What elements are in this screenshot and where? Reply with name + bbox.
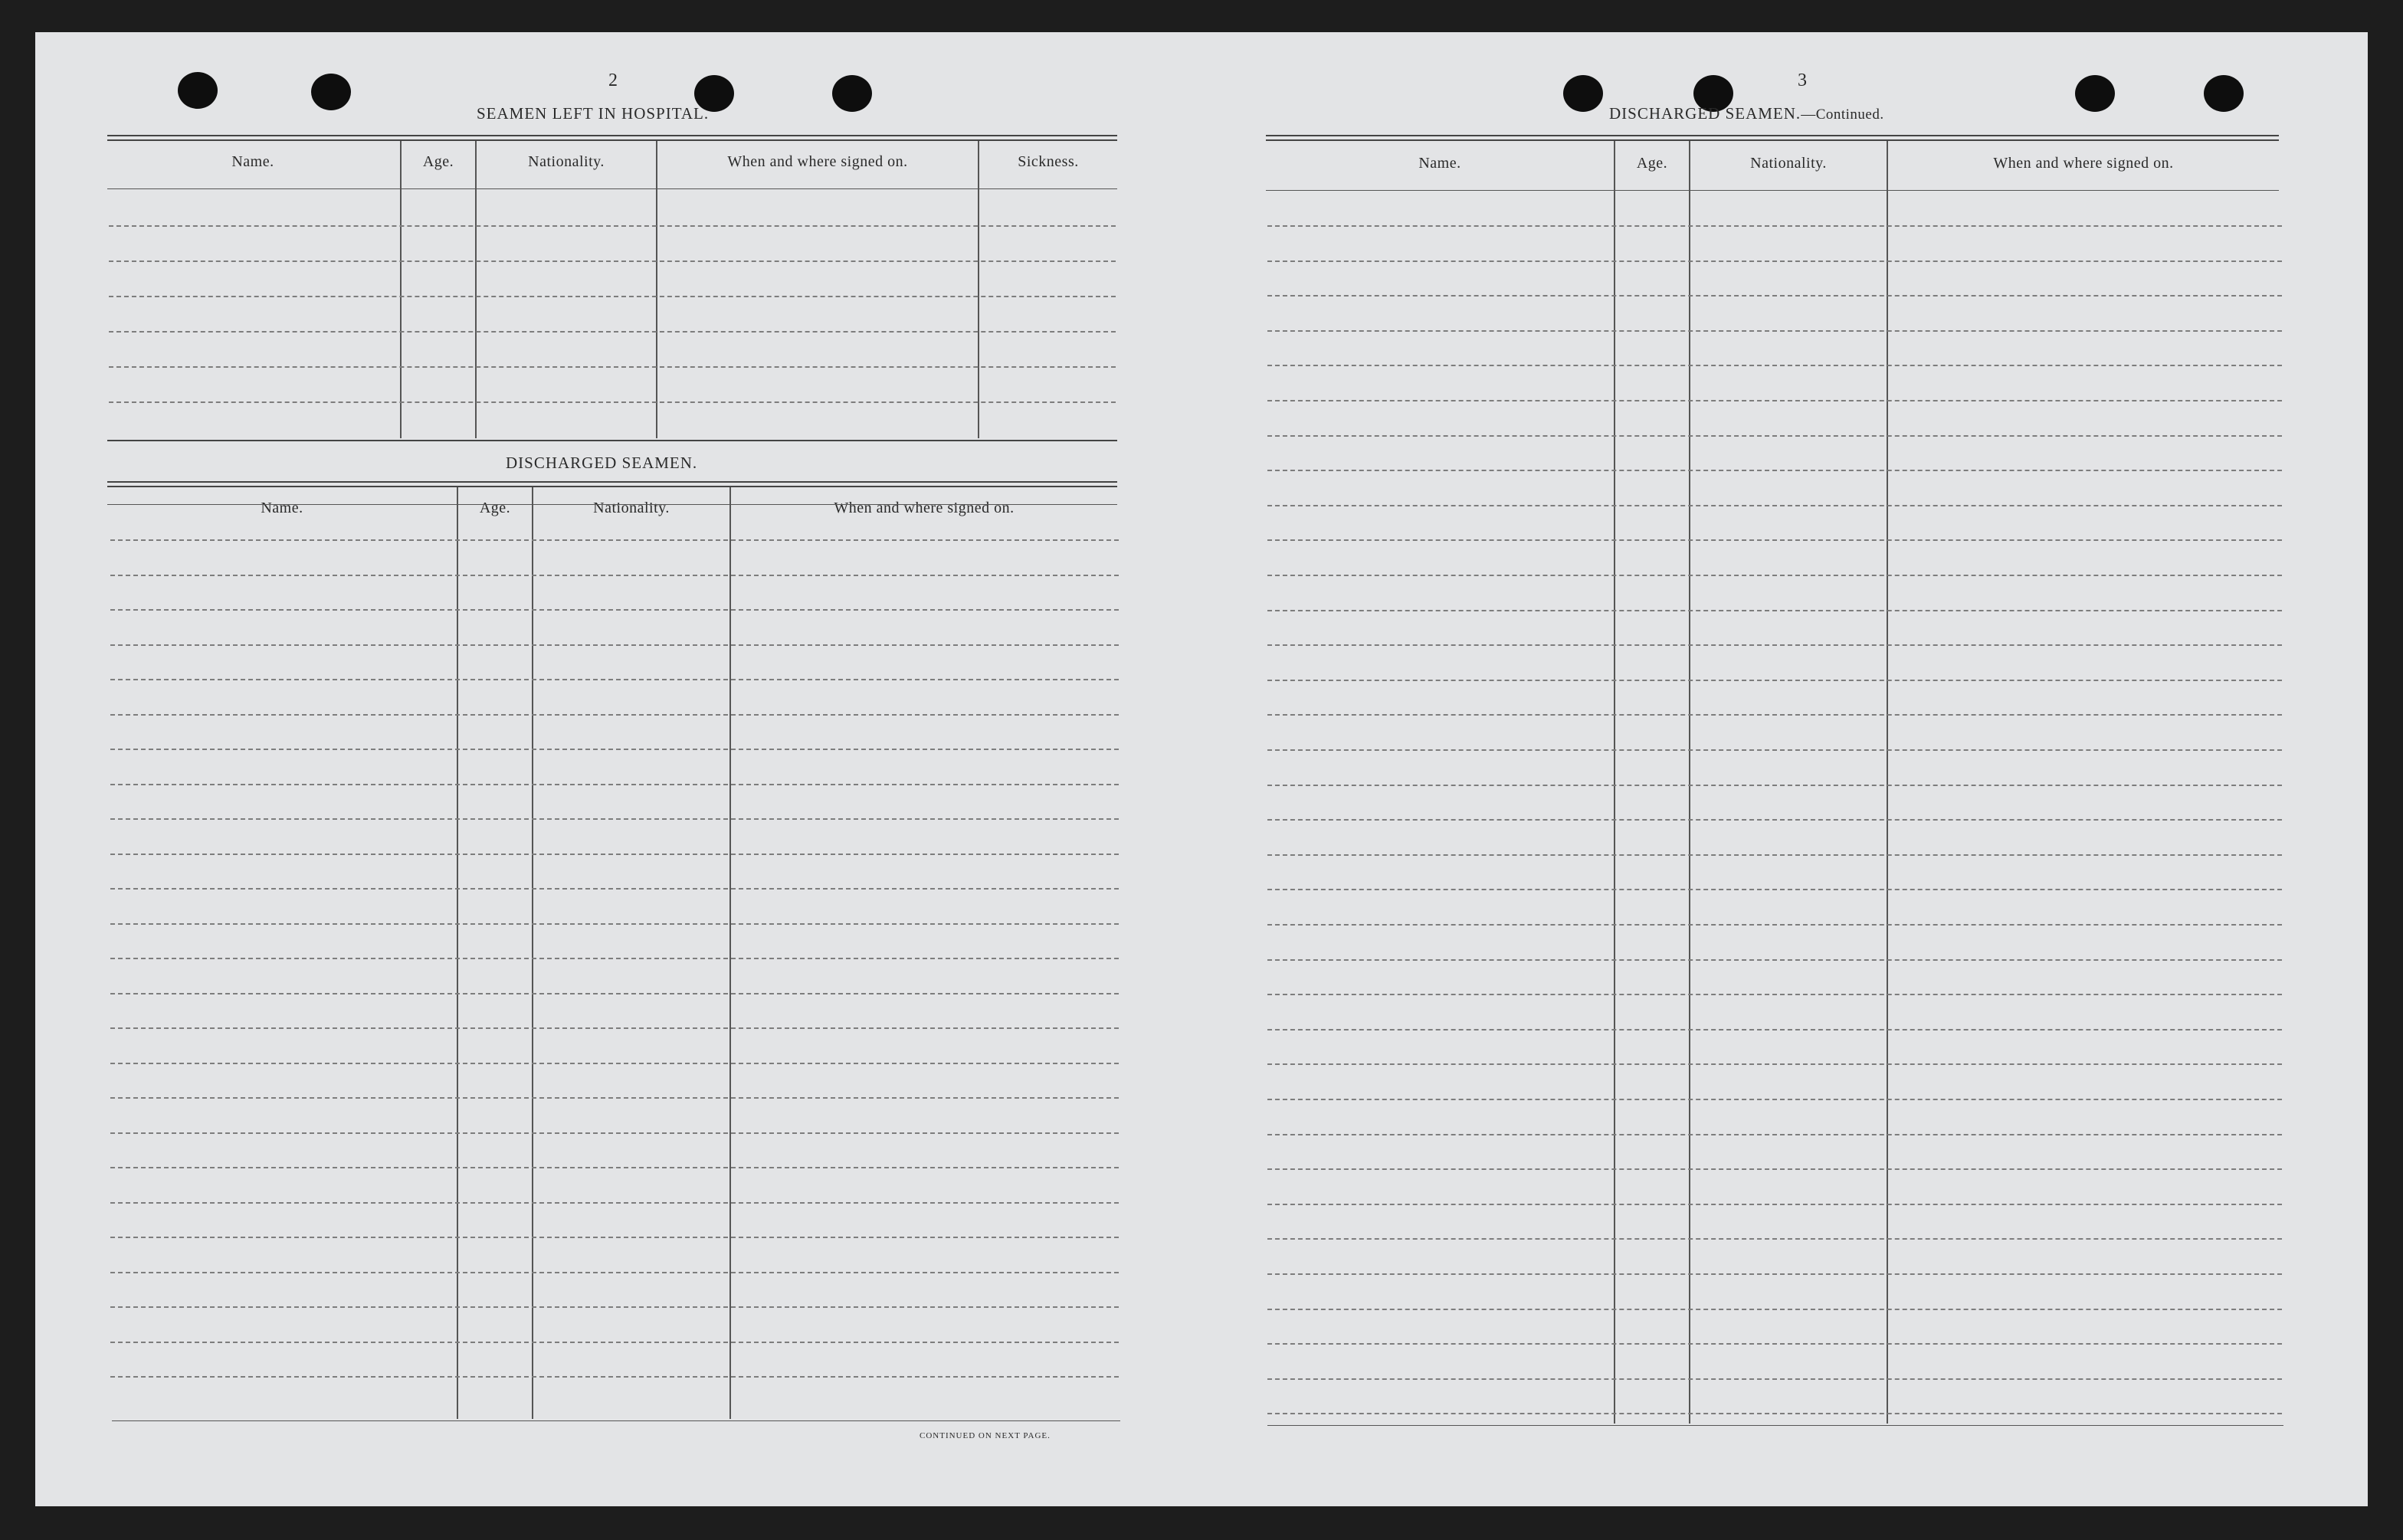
column-divider bbox=[978, 141, 979, 438]
column-divider bbox=[475, 141, 477, 438]
left-page bbox=[35, 32, 1185, 1506]
entry-line bbox=[1267, 959, 2282, 961]
entry-line bbox=[1267, 435, 2282, 437]
entry-line bbox=[110, 609, 1119, 611]
entry-line bbox=[109, 366, 1116, 368]
column-header-nationality: Nationality. bbox=[1750, 155, 1827, 172]
entry-line bbox=[1267, 680, 2282, 681]
column-divider bbox=[532, 487, 533, 1419]
column-divider bbox=[729, 487, 731, 1419]
entry-line bbox=[110, 1063, 1119, 1064]
entry-line bbox=[1267, 785, 2282, 786]
entry-line bbox=[110, 888, 1119, 890]
entry-line bbox=[1267, 644, 2282, 646]
entry-line bbox=[1267, 365, 2282, 366]
entry-line bbox=[110, 818, 1119, 820]
entry-line bbox=[1267, 539, 2282, 541]
entry-line bbox=[110, 714, 1119, 716]
entry-line bbox=[1267, 1309, 2282, 1310]
column-header-sickness: Sickness. bbox=[1018, 153, 1079, 170]
column-header-age: Age. bbox=[1636, 155, 1668, 172]
entry-line bbox=[110, 1306, 1119, 1308]
hospital-section-title: SEAMEN LEFT IN HOSPITAL. bbox=[477, 104, 710, 123]
discharged-section-title: DISCHARGED SEAMEN. bbox=[506, 454, 698, 472]
column-header-nationality: Nationality. bbox=[593, 500, 670, 516]
table-top-rule bbox=[107, 486, 1117, 487]
entry-line bbox=[1267, 1238, 2282, 1240]
continued-label: —Continued. bbox=[1801, 106, 1884, 123]
page-number: 3 bbox=[1798, 70, 1807, 90]
entry-line bbox=[110, 1342, 1119, 1343]
column-divider bbox=[400, 141, 402, 438]
column-header-age: Age. bbox=[422, 153, 454, 170]
entry-line bbox=[109, 296, 1116, 297]
column-header-nationality: Nationality. bbox=[528, 153, 605, 170]
column-divider bbox=[1689, 141, 1690, 1424]
header-rule bbox=[107, 188, 1117, 189]
entry-line bbox=[1267, 575, 2282, 576]
entry-line bbox=[110, 854, 1119, 855]
entry-line bbox=[110, 1272, 1119, 1273]
table-bottom-rule bbox=[112, 1420, 1120, 1421]
right-page bbox=[1200, 32, 2368, 1506]
entry-line bbox=[1267, 1378, 2282, 1380]
entry-line bbox=[1267, 1063, 2282, 1065]
header-rule bbox=[1266, 190, 2279, 191]
column-divider bbox=[656, 141, 657, 438]
discharged-continued-title bbox=[1609, 104, 1884, 123]
table-top-rule bbox=[1266, 139, 2279, 141]
page-number: 2 bbox=[608, 70, 618, 90]
table-bottom-rule bbox=[107, 440, 1117, 441]
entry-line bbox=[1267, 610, 2282, 611]
entry-line bbox=[1267, 400, 2282, 401]
entry-line bbox=[109, 260, 1116, 262]
table-top-rule bbox=[107, 481, 1117, 483]
entry-line bbox=[110, 1167, 1119, 1168]
entry-line bbox=[109, 331, 1116, 333]
entry-line bbox=[1267, 505, 2282, 506]
entry-line bbox=[1267, 1273, 2282, 1275]
entry-line bbox=[110, 644, 1119, 646]
column-header-signed-on: When and where signed on. bbox=[834, 500, 1015, 516]
entry-line bbox=[1267, 1134, 2282, 1135]
continued-note: CONTINUED ON NEXT PAGE. bbox=[920, 1431, 1051, 1440]
entry-line bbox=[110, 1027, 1119, 1029]
entry-line bbox=[1267, 330, 2282, 332]
column-header-signed-on: When and where signed on. bbox=[727, 153, 908, 170]
column-header-name: Name. bbox=[231, 153, 274, 170]
entry-line bbox=[1267, 819, 2282, 821]
header-rule bbox=[107, 504, 1117, 505]
entry-line bbox=[1267, 714, 2282, 716]
entry-line bbox=[110, 923, 1119, 925]
table-bottom-rule bbox=[1267, 1425, 2283, 1426]
entry-line bbox=[1267, 1413, 2282, 1414]
entry-line bbox=[110, 575, 1119, 576]
entry-line bbox=[110, 1376, 1119, 1378]
entry-line bbox=[110, 958, 1119, 959]
column-header-signed-on: When and where signed on. bbox=[1993, 155, 2174, 172]
entry-line bbox=[1267, 994, 2282, 995]
discharged-title-text: DISCHARGED SEAMEN. bbox=[1609, 104, 1801, 123]
entry-line bbox=[109, 401, 1116, 403]
entry-line bbox=[1267, 924, 2282, 926]
column-header-name: Name. bbox=[261, 500, 303, 516]
entry-line bbox=[1267, 1343, 2282, 1345]
ledger-sheet bbox=[35, 32, 2368, 1506]
entry-line bbox=[110, 749, 1119, 750]
column-divider bbox=[457, 487, 458, 1419]
entry-line bbox=[110, 1202, 1119, 1204]
entry-line bbox=[1267, 749, 2282, 751]
table-top-rule bbox=[107, 135, 1117, 136]
table-top-rule bbox=[107, 139, 1117, 141]
entry-line bbox=[110, 1097, 1119, 1099]
entry-line bbox=[1267, 260, 2282, 262]
entry-line bbox=[1267, 889, 2282, 890]
entry-line bbox=[1267, 225, 2282, 227]
entry-line bbox=[1267, 1204, 2282, 1205]
column-divider bbox=[1887, 141, 1888, 1424]
entry-line bbox=[1267, 1099, 2282, 1100]
entry-line bbox=[1267, 1029, 2282, 1030]
entry-line bbox=[1267, 1168, 2282, 1170]
column-header-age: Age. bbox=[479, 500, 511, 516]
entry-line bbox=[110, 1237, 1119, 1238]
entry-line bbox=[110, 1132, 1119, 1134]
column-divider bbox=[1614, 141, 1615, 1424]
entry-line bbox=[1267, 470, 2282, 471]
entry-line bbox=[1267, 295, 2282, 297]
entry-line bbox=[110, 539, 1119, 541]
entry-line bbox=[110, 784, 1119, 785]
column-header-name: Name. bbox=[1418, 155, 1461, 172]
entry-line bbox=[109, 225, 1116, 227]
entry-line bbox=[110, 679, 1119, 680]
table-top-rule bbox=[1266, 135, 2279, 136]
entry-line bbox=[1267, 854, 2282, 856]
entry-line bbox=[110, 993, 1119, 994]
